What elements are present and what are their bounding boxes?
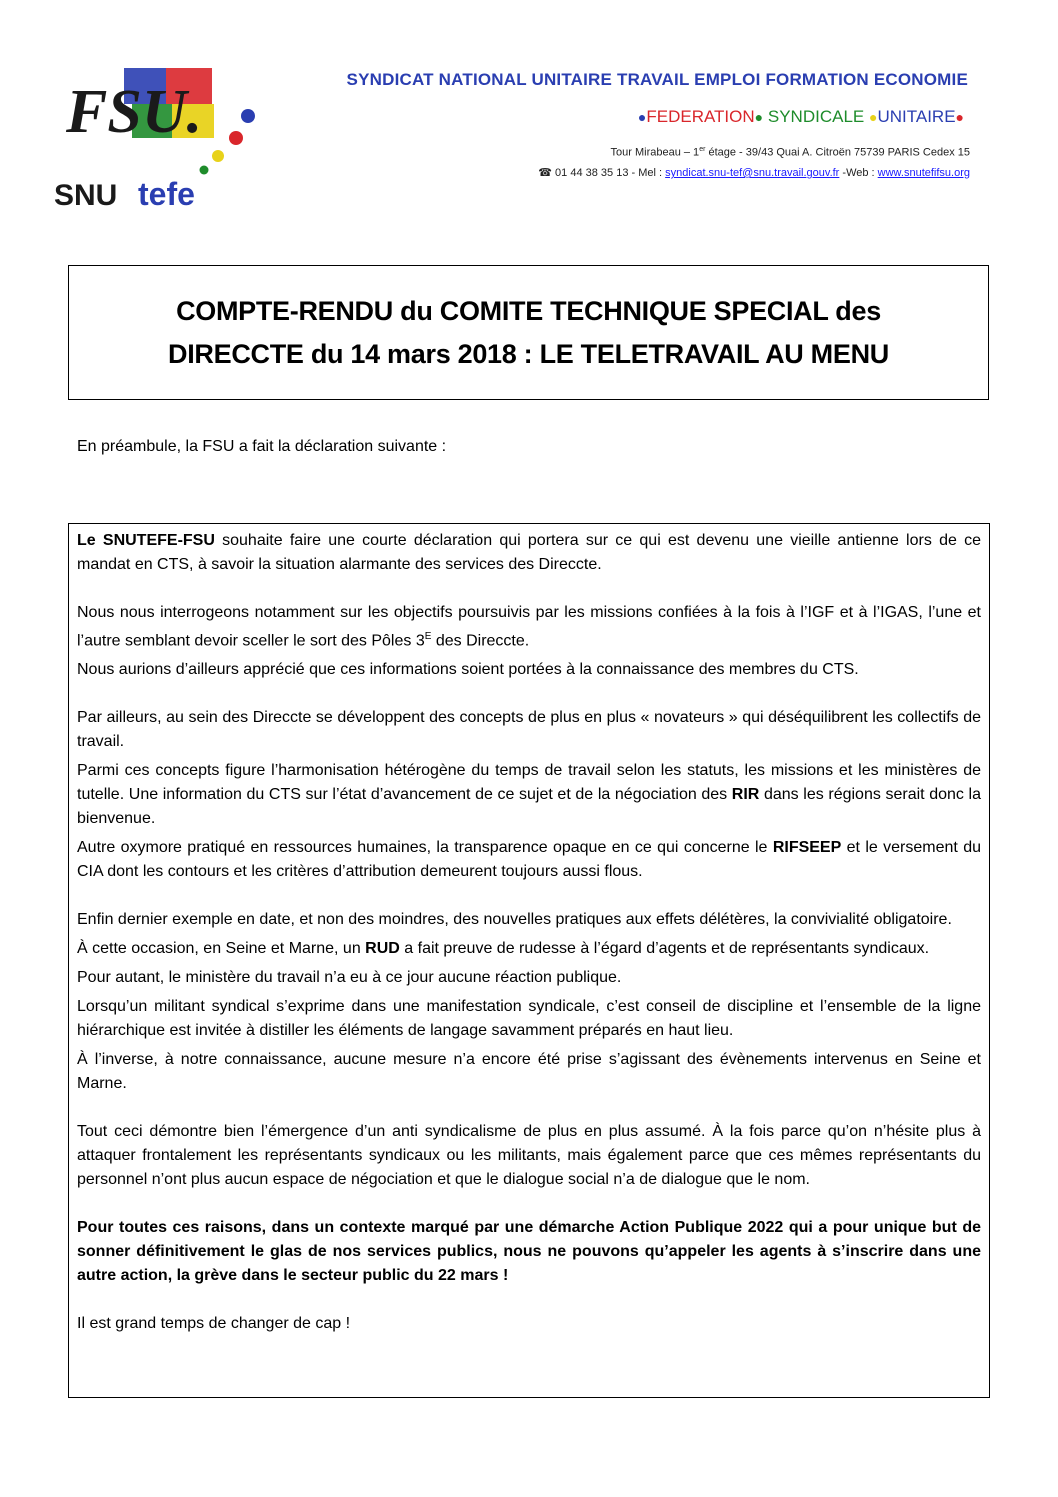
paragraph: Autre oxymore pratiqué en ressources humaines, la transparence opaque en ce qui concerne le RIFSEEP et le versement du CIA dont les contours et les critères d’attribution demeurent toujours aussi flous. xyxy=(77,839,981,881)
logo-fsu-text: FSU. xyxy=(66,78,203,146)
address xyxy=(611,146,970,159)
paragraph: Il est grand temps de changer de cap ! xyxy=(77,1315,351,1333)
paragraph: Lorsqu’un militant syndical s’exprime dans une manifestation syndicale, c’est conseil de discipline et l’ensemble de la ligne hiérarchique est invitée à distiller les éléments de langage savamment préparés en haut lieu. xyxy=(77,998,981,1040)
bullet-red-icon: ● xyxy=(955,109,964,125)
logo-dot-yellow xyxy=(212,150,224,162)
bullet-yellow-icon: ● xyxy=(868,109,878,125)
unitaire-word: UNITAIRE xyxy=(877,107,956,126)
address-part: étage - 39/43 Quai A. Citroën 75739 PARIS Cedex 15 xyxy=(705,146,970,159)
web-label: -Web : xyxy=(839,167,878,179)
federation-word: FEDERATION xyxy=(646,107,755,126)
declaration-box xyxy=(68,523,990,1398)
title-line-1: COMPTE-RENDU du COMITE TECHNIQUE SPECIAL des xyxy=(176,295,881,326)
paragraph: À l’inverse, à notre connaissance, aucune mesure n’a encore été prise s’agissant des évènements intervenus en Seine et Marne. xyxy=(77,1051,981,1093)
paragraph-bold: Pour toutes ces raisons, dans un contexte marqué par une démarche Action Publique 2022 qui a pour unique but de sonner définitivement le glas de nos services publics, nous ne pouvons qu’appeler les agents à s’inscrire dans une autre action, la grève dans le secteur public du 22 mars ! xyxy=(77,1219,981,1285)
fsu-snu-tefe-logo xyxy=(54,64,259,210)
logo-dot-red xyxy=(229,131,243,145)
contact-line xyxy=(538,166,970,179)
paragraph: Nous aurions d’ailleurs apprécié que ces informations soient portées à la connaissance des membres du CTS. xyxy=(77,661,859,679)
phone: ☎ 01 44 38 35 13 xyxy=(538,167,629,179)
paragraph: Nous nous interrogeons notamment sur les objectifs poursuivis par les missions confiées à la fois à l’IGF et à l’IGAS, l’une et l’autre semblant devoir sceller le sort des Pôles $3^E$ des Direccte. xyxy=(77,604,981,650)
paragraph: Le SNUTEFE-FSU souhaite faire une courte déclaration qui portera sur ce qui est devenu une vieille antienne lors de ce mandat en CTS, à savoir la situation alarmante des services des Direccte. xyxy=(77,532,981,573)
org-name: SYNDICAT NATIONAL UNITAIRE TRAVAIL EMPLOI FORMATION ECONOMIE xyxy=(346,70,968,89)
preamble: En préambule, la FSU a fait la déclaration suivante : xyxy=(77,438,447,455)
syndicale-word: SYNDICALE xyxy=(767,107,865,126)
paragraph: Enfin dernier exemple en date, et non des moindres, des nouvelles pratiques aux effets délétères, la convivialité obligatoire. xyxy=(77,911,952,929)
mel-label: - Mel : xyxy=(628,167,666,179)
address-part: Tour Mirabeau – 1 xyxy=(610,146,700,159)
title-line-2: DIRECCTE du 14 mars 2018 : LE TELETRAVAIL AU MENU xyxy=(168,338,889,369)
address-sup: er xyxy=(699,146,706,153)
email-link[interactable]: syndicat.snu-tef@snu.travail.gouv.fr xyxy=(665,167,840,179)
bullet-green-icon: ● xyxy=(754,109,764,125)
bullet-blue-icon: ● xyxy=(637,109,647,125)
logo-dot-green xyxy=(200,166,209,175)
paragraph: Tout ceci démontre bien l’émergence d’un anti syndicalisme de plus en plus assumé. À la fois parce qu’on n’hésite plus à attaquer frontalement les représentants syndicaux ou les militants, mais également parce que ces mêmes représentants du personnel n’ont plus aucun espace de négociation et que le dialogue social n’a de dialogue que le nom. xyxy=(77,1123,981,1189)
title-box xyxy=(68,265,989,400)
paragraph: Pour autant, le ministère du travail n’a eu à ce jour aucune réaction publique. xyxy=(77,969,622,987)
logo-tefe-text: tefe xyxy=(138,176,195,210)
logo-snu-text: SNU xyxy=(54,179,118,210)
federation-line xyxy=(638,107,964,127)
paragraph: Par ailleurs, au sein des Direccte se développent des concepts de plus en plus « novateurs » qui déséquilibrent les collectifs de travail. xyxy=(77,709,981,751)
paragraph: Parmi ces concepts figure l’harmonisation hétérogène du temps de travail selon les statuts, les missions et les ministères de tutelle. Une information du CTS sur l’état d’avancement de ce sujet et de la négociation des RIR dans les régions serait donc la bienvenue. xyxy=(77,762,981,828)
paragraph: À cette occasion, en Seine et Marne, un RUD a fait preuve de rudesse à l’égard d’agents et de représentants syndicaux. xyxy=(77,940,930,958)
website-link[interactable]: www.snutefifsu.org xyxy=(877,167,970,179)
logo-dot-blue xyxy=(241,109,255,123)
